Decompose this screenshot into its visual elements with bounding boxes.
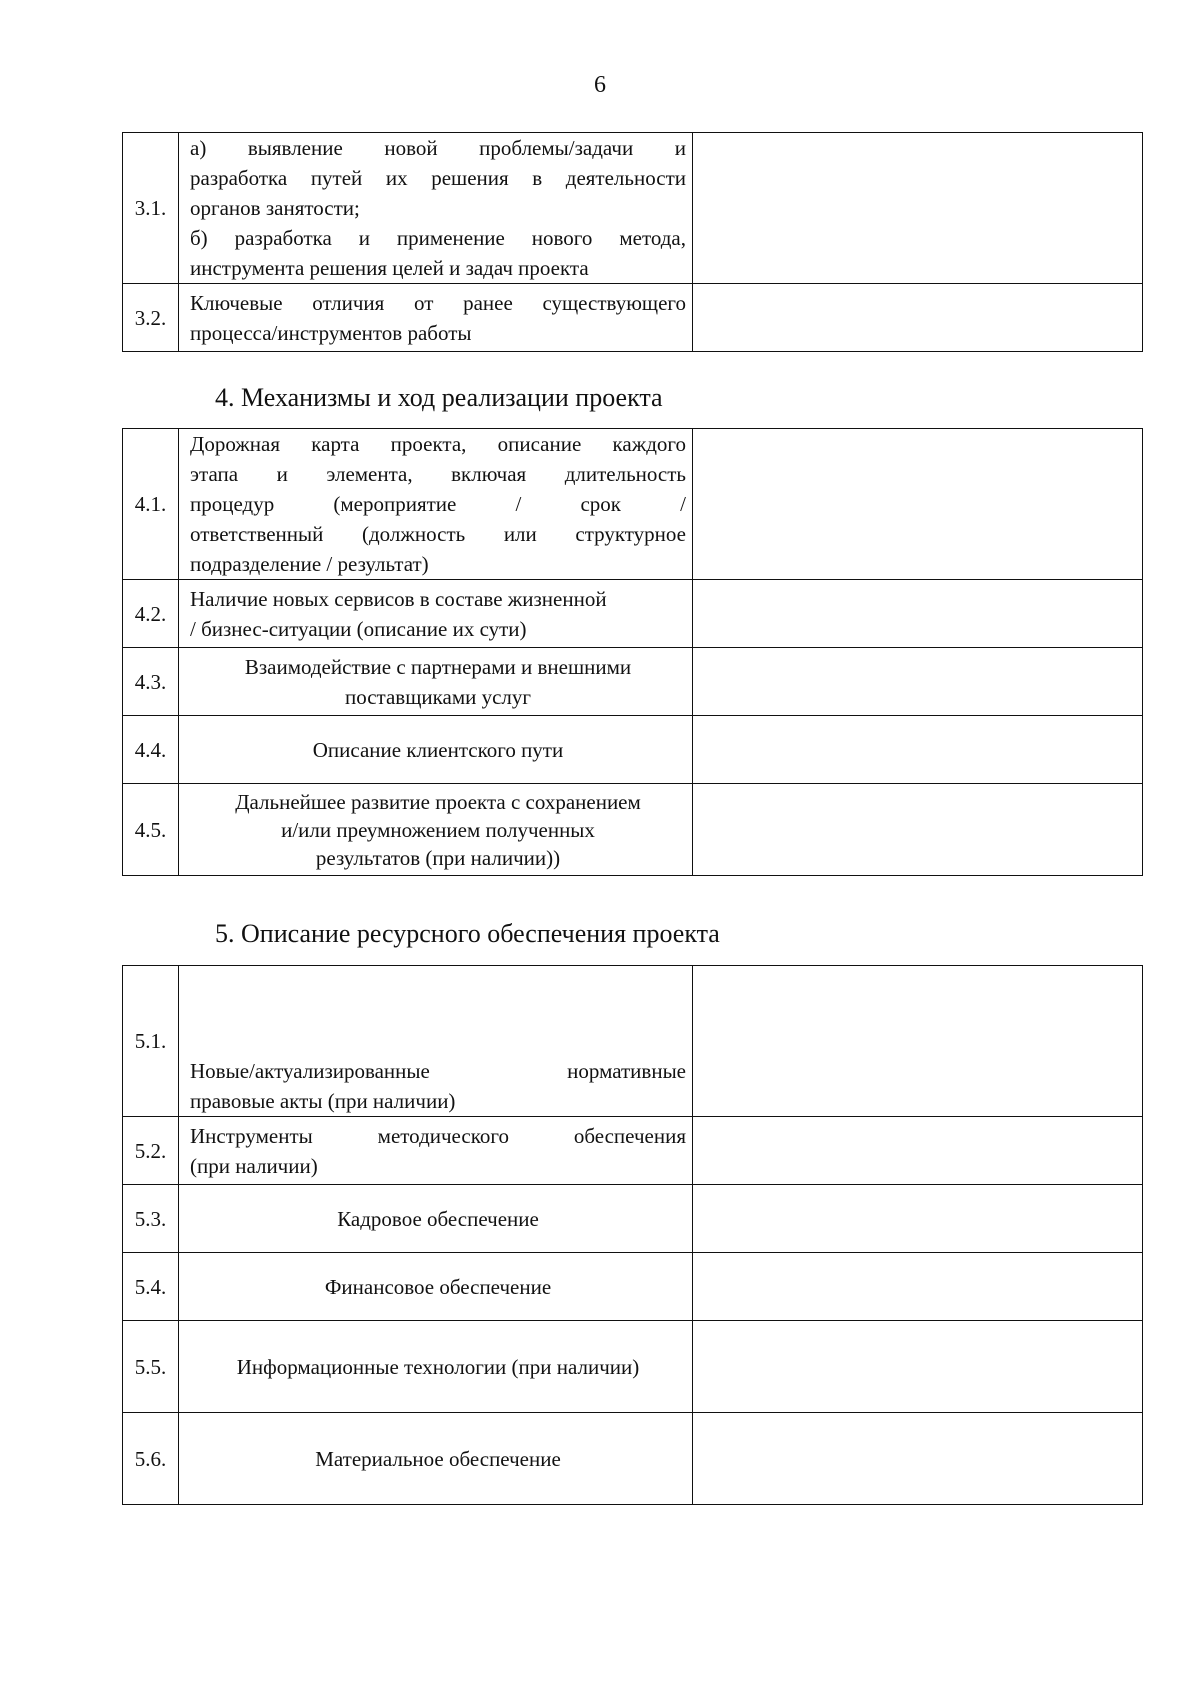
table-row-5-5 <box>123 1321 1143 1413</box>
row-number: 4.5. <box>123 784 179 876</box>
value-cell[interactable] <box>693 1253 1143 1321</box>
table-row-4-1 <box>123 429 1143 580</box>
table-row-4-5 <box>123 784 1143 876</box>
row-number: 4.3. <box>123 648 179 716</box>
value-cell[interactable] <box>693 1321 1143 1413</box>
table-row-4-3 <box>123 648 1143 716</box>
value-cell[interactable] <box>693 580 1143 648</box>
table-row-5-2 <box>123 1117 1143 1185</box>
section-5-title: 5. Описание ресурсного обеспечения проекта <box>215 919 720 948</box>
row-description: Инструменты методического обеспечения (при наличии) <box>179 1117 693 1185</box>
row-number: 5.6. <box>123 1413 179 1505</box>
page-number: 6 <box>594 72 606 98</box>
value-cell[interactable] <box>693 966 1143 1117</box>
section-5-table <box>122 965 1143 1505</box>
value-cell[interactable] <box>693 784 1143 876</box>
value-cell[interactable] <box>693 429 1143 580</box>
row-description: Информационные технологии (при наличии) <box>179 1321 693 1413</box>
value-cell[interactable] <box>693 284 1143 352</box>
table-row-4-4 <box>123 716 1143 784</box>
table-row-3-1 <box>123 133 1143 284</box>
value-cell[interactable] <box>693 1117 1143 1185</box>
table-row-4-2 <box>123 580 1143 648</box>
row-description: Наличие новых сервисов в составе жизненной / бизнес-ситуации (описание их сути) <box>179 580 693 648</box>
row-number: 5.3. <box>123 1185 179 1253</box>
section-4-table <box>122 428 1143 876</box>
row-description: Материальное обеспечение <box>179 1413 693 1505</box>
row-number: 4.2. <box>123 580 179 648</box>
section-4-title: 4. Механизмы и ход реализации проекта <box>215 383 663 412</box>
value-cell[interactable] <box>693 1413 1143 1505</box>
row-number: 5.4. <box>123 1253 179 1321</box>
table-row-3-2 <box>123 284 1143 352</box>
value-cell[interactable] <box>693 716 1143 784</box>
row-description: Финансовое обеспечение <box>179 1253 693 1321</box>
row-number: 5.1. <box>123 966 179 1117</box>
table-row-5-3 <box>123 1185 1143 1253</box>
row-description: Новые/актуализированные нормативные правовые акты (при наличии) <box>179 966 693 1117</box>
section-3-table <box>122 132 1143 352</box>
table-row-5-6 <box>123 1413 1143 1505</box>
row-description: а) выявление новой проблемы/задачи и разработка путей их решения в деятельности органов занятости; б) разработка и применение нового метода, инструмента решения целей и задач проекта <box>179 133 693 284</box>
row-description: Ключевые отличия от ранее существующего процесса/инструментов работы <box>179 284 693 352</box>
row-description: Кадровое обеспечение <box>179 1185 693 1253</box>
table-row-5-1 <box>123 966 1143 1117</box>
row-number: 5.2. <box>123 1117 179 1185</box>
value-cell[interactable] <box>693 133 1143 284</box>
row-number: 4.1. <box>123 429 179 580</box>
row-description: Дорожная карта проекта, описание каждого этапа и элемента, включая длительность процедур (мероприятие / срок / ответственный (должность или структурное подразделение / результат) <box>179 429 693 580</box>
row-description: Описание клиентского пути <box>179 716 693 784</box>
row-number: 3.1. <box>123 133 179 284</box>
row-number: 3.2. <box>123 284 179 352</box>
row-description: Взаимодействие с партнерами и внешними поставщиками услуг <box>179 648 693 716</box>
value-cell[interactable] <box>693 648 1143 716</box>
row-description: Дальнейшее развитие проекта с сохранением и/или преумножением полученных результатов (при наличии)) <box>179 784 693 876</box>
table-row-5-4 <box>123 1253 1143 1321</box>
row-number: 4.4. <box>123 716 179 784</box>
value-cell[interactable] <box>693 1185 1143 1253</box>
row-number: 5.5. <box>123 1321 179 1413</box>
